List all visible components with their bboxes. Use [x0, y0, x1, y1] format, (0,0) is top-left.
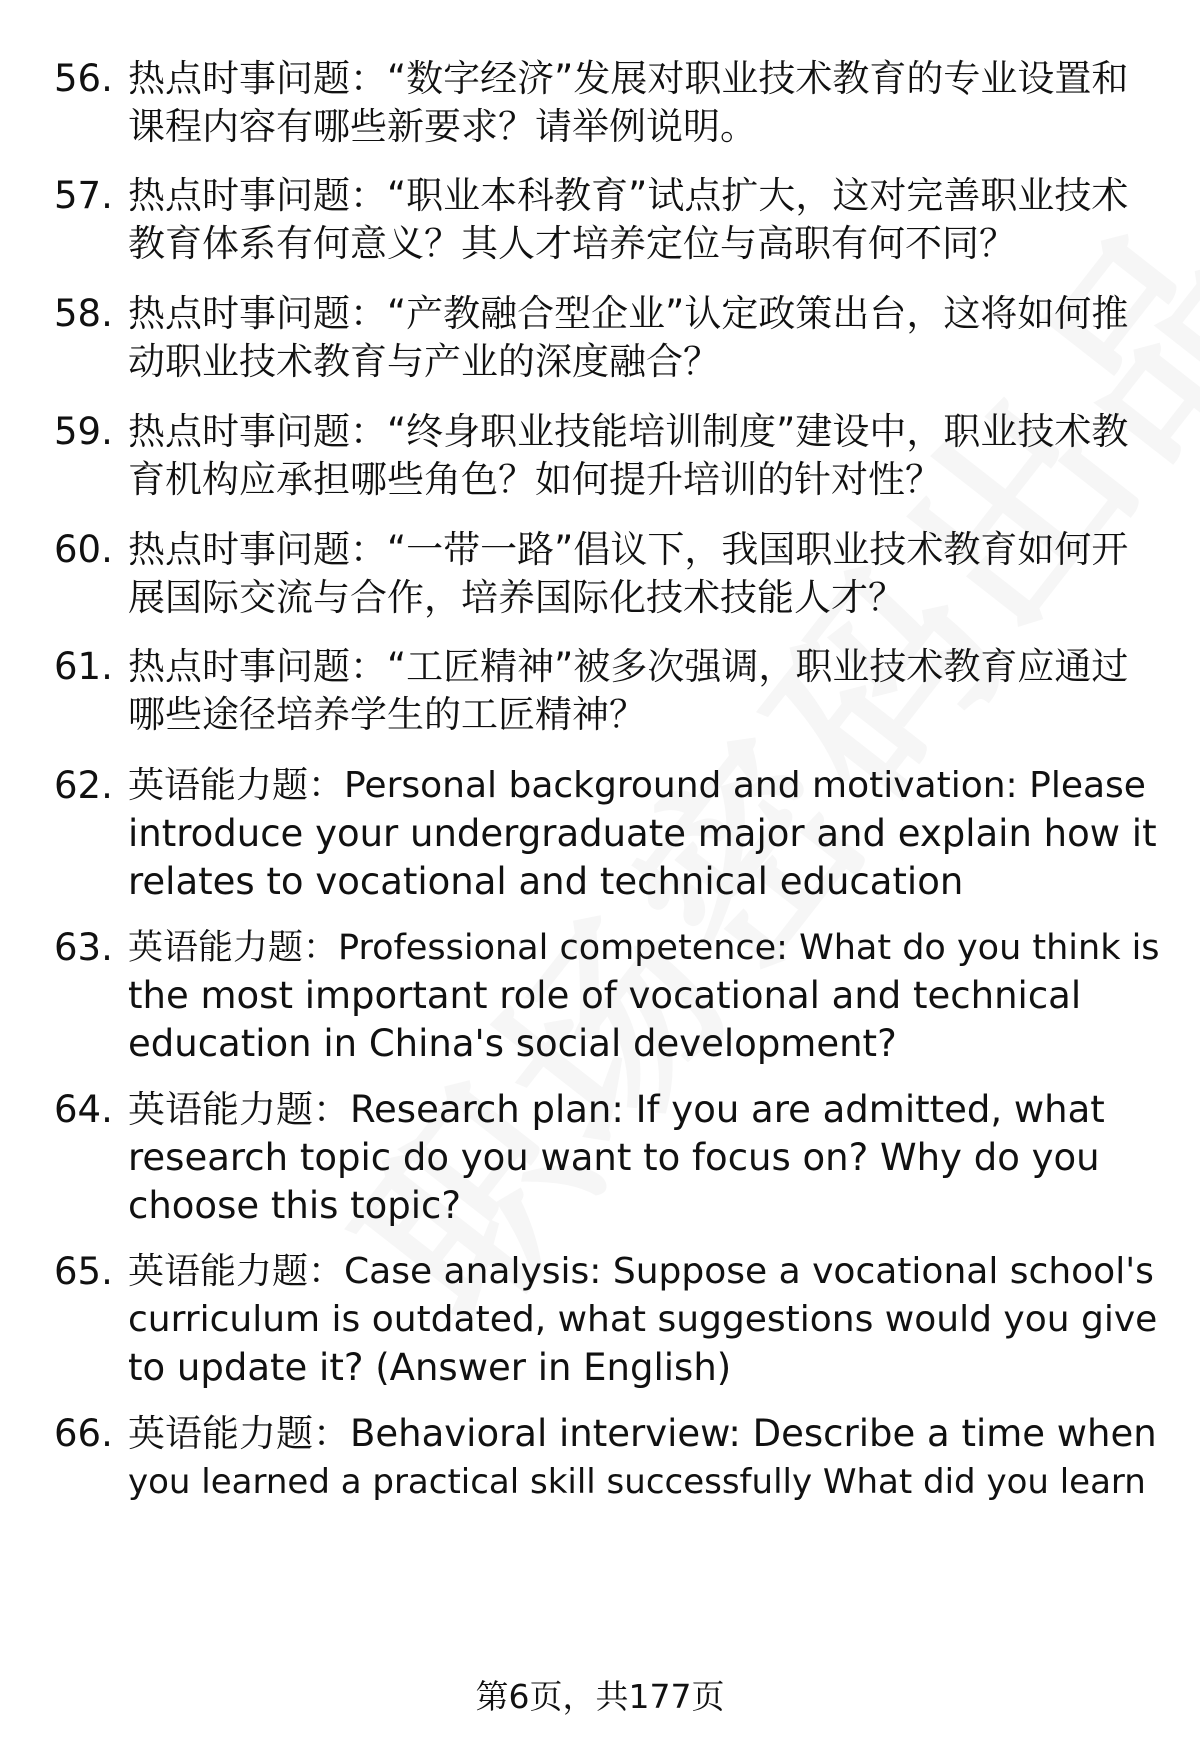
question-number: 56. — [54, 57, 113, 100]
question-line: 育机构应承担哪些角色？如何提升培训的针对性？ — [128, 458, 942, 501]
question-line: 展国际交流与合作，培养国际化技术技能人才？ — [128, 576, 905, 619]
question-line: curriculum is outdated, what suggestions would you give — [128, 1299, 1158, 1340]
question-line: 热点时事问题：“一带一路”倡议下，我国职业技术教育如何开 — [128, 528, 1129, 571]
question-item — [54, 762, 1169, 906]
question-number: 63. — [54, 926, 113, 969]
question-item — [54, 408, 1169, 504]
page-footer: 第6页，共177页 — [475, 1677, 725, 1716]
question-item — [54, 172, 1169, 268]
question-line: choose this topic? — [128, 1184, 462, 1227]
question-item — [54, 1248, 1169, 1392]
question-line: 英语能力题：Behavioral interview: Describe a time when — [128, 1412, 1157, 1455]
question-line: introduce your undergraduate major and explain how it — [128, 812, 1157, 855]
question-line: 热点时事问题：“产教融合型企业”认定政策出台，这将如何推 — [128, 292, 1129, 335]
question-item — [54, 526, 1169, 622]
question-item — [54, 55, 1169, 151]
question-number: 59. — [54, 410, 113, 453]
question-line: 热点时事问题：“工匠精神”被多次强调，职业技术教育应通过 — [128, 645, 1129, 688]
question-line: 动职业技术教育与产业的深度融合？ — [128, 340, 720, 383]
question-number: 62. — [54, 764, 113, 807]
question-line: 英语能力题：Case analysis: Suppose a vocational school's — [128, 1251, 1154, 1292]
question-line: to update it? (Answer in English) — [128, 1346, 732, 1389]
question-line: 热点时事问题：“数字经济”发展对职业技术教育的专业设置和 — [128, 57, 1129, 100]
question-item — [54, 1086, 1169, 1230]
question-line: you learned a practical skill successfully What did you learn — [128, 1462, 1146, 1502]
question-number: 64. — [54, 1088, 113, 1131]
question-number: 60. — [54, 528, 113, 571]
question-line: 热点时事问题：“职业本科教育”试点扩大，这对完善职业技术 — [128, 174, 1129, 217]
question-line: research topic do you want to focus on? Why do you — [128, 1136, 1100, 1179]
question-line: the most important role of vocational and technical — [128, 974, 1082, 1017]
question-number: 58. — [54, 292, 113, 335]
question-line: 英语能力题：Research plan: If you are admitted, what — [128, 1088, 1105, 1131]
question-line: relates to vocational and technical education — [128, 860, 964, 903]
question-item — [54, 1410, 1169, 1506]
question-line: 教育体系有何意义？其人才培养定位与高职有何不同？ — [128, 222, 1016, 265]
question-line: 热点时事问题：“终身职业技能培训制度”建设中，职业技术教 — [128, 410, 1129, 453]
question-line: 哪些途径培养学生的工匠精神？ — [128, 693, 646, 736]
question-line: 英语能力题：Personal background and motivation: Please — [128, 765, 1146, 806]
question-line: 课程内容有哪些新要求？请举例说明。 — [128, 105, 757, 148]
question-item — [54, 290, 1169, 386]
question-number: 65. — [54, 1250, 113, 1293]
question-number: 66. — [54, 1412, 113, 1455]
question-number: 57. — [54, 174, 113, 217]
question-line: education in China's social development? — [128, 1022, 897, 1065]
question-item — [54, 643, 1169, 739]
question-number: 61. — [54, 645, 113, 688]
question-line: 英语能力题：Professional competence: What do you think is — [128, 928, 1160, 968]
question-item — [54, 924, 1169, 1068]
